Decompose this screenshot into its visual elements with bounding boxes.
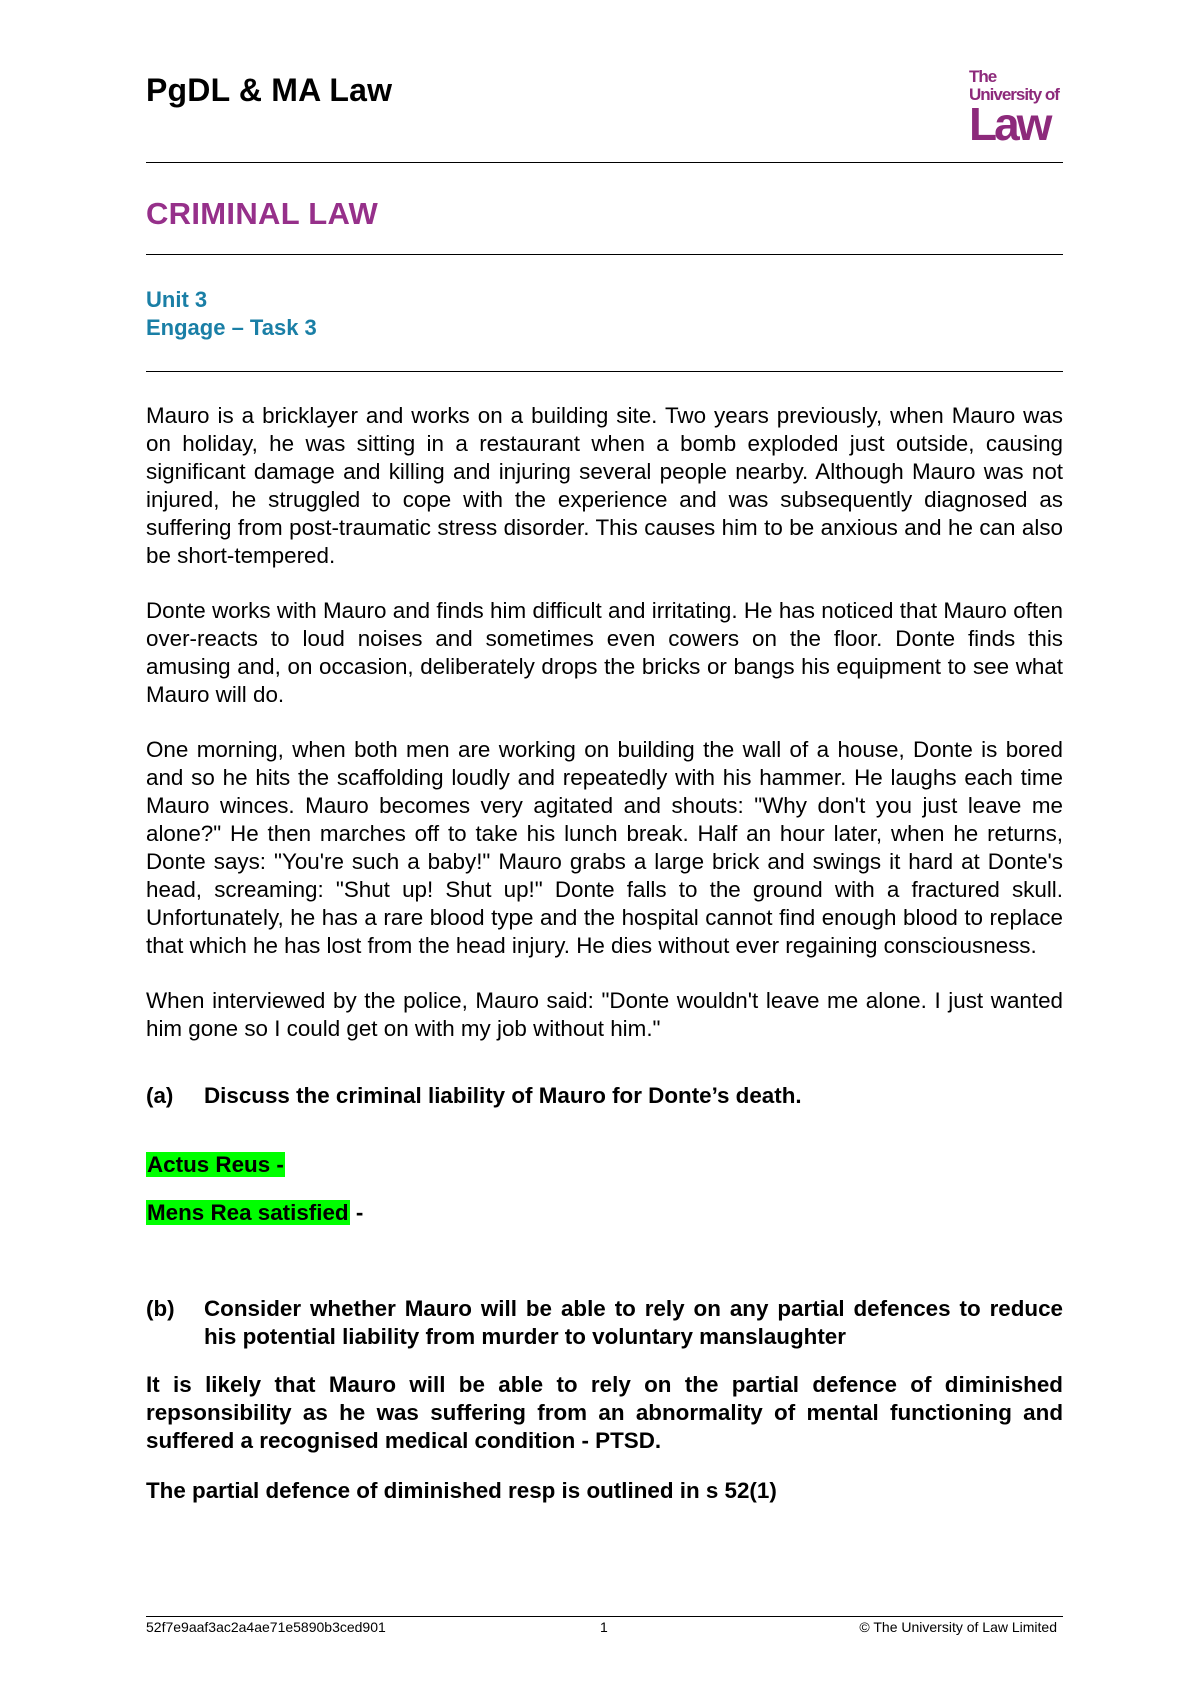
question-b	[146, 1295, 1063, 1351]
scenario-paragraph: One morning, when both men are working on building the wall of a house, Donte is bored and so he hits the scaffolding loudly and repeatedly with his hammer. He laughs each time Mauro winces. Mauro becomes very agitated and shouts: "Why don't you just leave me alone?" He then marches off to take his lunch break. Half an hour later, when he returns, Donte says: "You're such a baby!" Mauro grabs a large brick and swings it hard at Donte's head, screaming: "Shut up! Shut up!" Donte falls to the ground with a fractured skull. Unfortunately, he has a rare blood type and the hospital cannot find enough blood to replace that which he has lost from the head injury. He dies without ever regaining consciousness.	[146, 737, 1063, 958]
scenario-paragraph: When interviewed by the police, Mauro said: "Donte wouldn't leave me alone. I just wanted him gone so I could get on with my job without him."	[146, 988, 1063, 1041]
question-a-number: (a)	[146, 1083, 174, 1108]
footer-document-id: 52f7e9aaf3ac2a4ae71e5890b3ced901	[146, 1619, 386, 1635]
divider	[146, 371, 1063, 372]
divider	[146, 254, 1063, 255]
question-a	[146, 1082, 1063, 1110]
logo-line-law: Law	[969, 98, 1050, 150]
footer-copyright: © The University of Law Limited	[859, 1619, 1057, 1635]
mens-rea-suffix: -	[349, 1200, 364, 1225]
question-b-number: (b)	[146, 1296, 175, 1321]
logo-line-university: University of	[969, 85, 1059, 104]
unit-heading	[146, 286, 317, 342]
footer-page-number: 1	[600, 1619, 608, 1635]
logo-line-the: The	[969, 67, 997, 86]
actus-reus-text: Actus Reus -	[147, 1152, 284, 1177]
question-b-text: Consider whether Mauro will be able to rely on any partial defences to reduce his potential liability from murder to voluntary manslaughter	[204, 1296, 1063, 1349]
document-page	[146, 0, 1063, 1696]
answer-paragraph: The partial defence of diminished resp is outlined in s 52(1)	[146, 1478, 777, 1503]
answer-paragraph: It is likely that Mauro will be able to rely on the partial defence of diminished repsonsibility as he was suffering from an abnormality of mental functioning and suffered a recognised medical condition - PTSD.	[146, 1372, 1063, 1453]
scenario-text	[146, 402, 1063, 1070]
section-title: CRIMINAL LAW	[146, 196, 379, 231]
footer-divider	[146, 1616, 1063, 1617]
mens-rea-highlight	[146, 1199, 363, 1227]
mens-rea-text: Mens Rea satisfied	[147, 1200, 349, 1225]
document-header-title: PgDL & MA Law	[146, 72, 393, 108]
divider	[146, 162, 1063, 163]
question-a-text: Discuss the criminal liability of Mauro for Donte’s death.	[204, 1083, 802, 1108]
unit-number: Unit 3	[146, 287, 208, 312]
university-of-law-logo	[969, 68, 1063, 148]
actus-reus-highlight	[146, 1151, 285, 1179]
scenario-paragraph: Mauro is a bricklayer and works on a building site. Two years previously, when Mauro was on holiday, he was sitting in a restaurant when a bomb exploded just outside, causing significant damage and killing and injuring several people nearby. Although Mauro was not injured, he struggled to cope with the experience and was subsequently diagnosed as suffering from post-traumatic stress disorder. This causes him to be anxious and he can also be short-tempered.	[146, 403, 1063, 568]
scenario-paragraph: Donte works with Mauro and finds him difficult and irritating. He has noticed that Mauro often over-reacts to loud noises and sometimes even cowers on the floor. Donte finds this amusing and, on occasion, deliberately drops the bricks or bangs his equipment to see what Mauro will do.	[146, 598, 1063, 707]
task-name: Engage – Task 3	[146, 315, 317, 340]
